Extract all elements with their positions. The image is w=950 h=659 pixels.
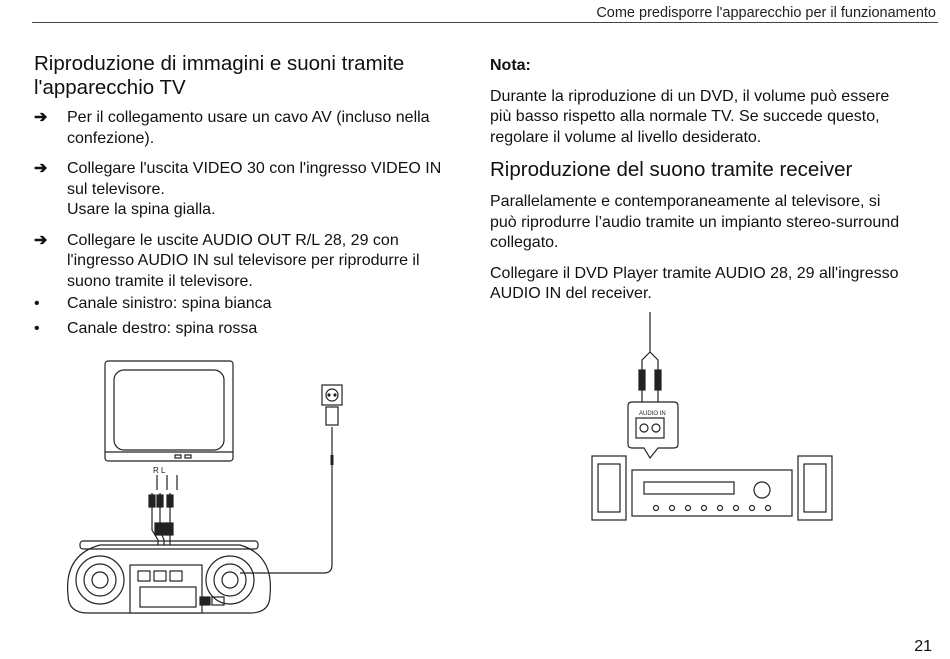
right-speaker-icon — [798, 456, 832, 520]
text-line: Collegare l'uscita VIDEO 30 con l'ingresso VIDEO IN — [67, 160, 442, 177]
text-line: regolare il volume al livello desiderato. — [490, 128, 762, 146]
bullet-item — [34, 319, 474, 340]
right-arrow-icon: ➔ — [34, 109, 48, 126]
section-heading-receiver: Riproduzione del suono tramite receiver — [490, 158, 853, 181]
left-column — [34, 52, 474, 343]
text-line: Usare la spina gialla. — [67, 201, 216, 218]
receiver-connection-diagram — [588, 310, 838, 530]
text-line: l'ingresso AUDIO IN sul televisore per riprodurre il — [67, 252, 420, 269]
power-outlet-icon — [322, 385, 342, 405]
note-text — [490, 87, 940, 149]
text-line: sul televisore. — [67, 180, 165, 198]
section-heading-tv: Riproduzione di immagini e suoni tramite l'apparecchio TV — [34, 52, 405, 99]
instruction-text — [67, 108, 474, 149]
tv-icon — [105, 361, 233, 461]
bullet-text: Canale sinistro: spina bianca — [67, 295, 272, 312]
rl-label: R L — [153, 466, 166, 475]
receiver-paragraph — [490, 192, 940, 254]
bullet-text: Canale destro: spina rossa — [67, 319, 258, 337]
instruction-item — [34, 108, 474, 149]
audio-in-label: AUDIO IN — [639, 411, 666, 417]
text-line: collegato. — [490, 234, 559, 251]
text-line: confezione). — [67, 129, 155, 147]
text-line: Collegare le uscite AUDIO OUT R/L 28, 29 con — [67, 231, 399, 249]
instruction-item — [34, 231, 474, 293]
note-label: Nota: — [490, 57, 531, 74]
text-line: suono tramite il televisore. — [67, 272, 253, 290]
running-header: Come predisporre l'apparecchio per il funzionamento — [596, 5, 936, 21]
page-number: 21 — [914, 638, 932, 655]
bullet-icon: • — [34, 295, 40, 312]
power-plug-icon — [326, 407, 338, 425]
receiver-icon — [632, 470, 792, 516]
text-line: Durante la riproduzione di un DVD, il volume può essere — [490, 87, 890, 105]
left-speaker-icon — [592, 456, 626, 520]
text-line: Collegare il DVD Player tramite AUDIO 28, 29 all'ingresso — [490, 264, 899, 282]
right-column — [490, 52, 940, 305]
bullet-item — [34, 294, 474, 315]
instruction-text — [67, 231, 474, 293]
text-line: più basso rispetto alla normale TV. Se succede questo, — [490, 108, 880, 125]
right-arrow-icon: ➔ — [34, 160, 48, 177]
header-rule — [32, 22, 938, 23]
text-line: Per il collegamento usare un cavo AV (incluso nella — [67, 109, 430, 126]
right-arrow-icon: ➔ — [34, 231, 48, 249]
tv-connection-diagram — [60, 355, 360, 625]
text-line: Parallelamente e contemporaneamente al televisore, si — [490, 193, 881, 210]
instruction-item — [34, 159, 474, 221]
text-line: può riprodurre l’audio tramite un impianto stereo-surround — [490, 213, 900, 231]
instruction-text — [67, 159, 474, 221]
connection-paragraph — [490, 264, 940, 305]
text-line: AUDIO IN del receiver. — [490, 285, 652, 302]
bullet-icon: • — [34, 319, 40, 337]
